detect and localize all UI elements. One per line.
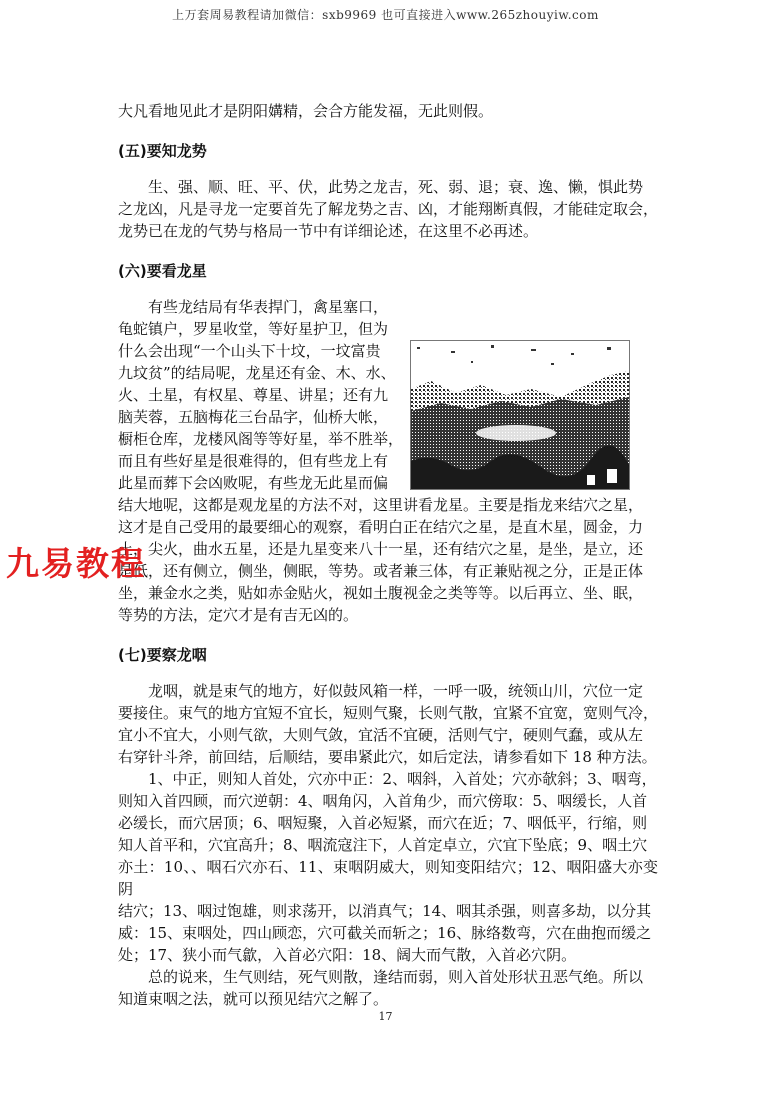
section-7-paragraph-1 bbox=[118, 680, 658, 768]
text-line: 必缓长，而穴居顶；6、咽短聚，入首必短紧，而穴在近；7、咽低平，行缩，则 bbox=[118, 814, 648, 832]
section-5-paragraph bbox=[118, 176, 658, 242]
text-line: 等势的方法，定穴才是有吉无凶的。 bbox=[118, 606, 359, 624]
text-line: 九坟贫”的结局呢，龙星还有金、木、水、 bbox=[118, 364, 396, 382]
text-line: 土，尖火，曲水五星，还是九星变来八十一星，还有结穴之星，是坐，是立，还 bbox=[118, 540, 644, 558]
text-line: 处；17、狭小而气歙，入首必穴阳：18、阔大而气散，入首必穴阴。 bbox=[118, 946, 577, 964]
text-line: 要接住。束气的地方宜短不宜长，短则气聚，长则气散，宜紧不宜宽，宽则气冷， bbox=[118, 704, 659, 722]
text-line: 龟蛇镇户，罗星收堂，等好星护卫，但为 bbox=[118, 320, 389, 338]
section-6-text-full bbox=[118, 494, 658, 626]
text-line: 结穴；13、咽过饱雄，则求荡开，以消真气；14、咽其杀强，则喜多劫，以分其 bbox=[118, 902, 652, 920]
text-line: 橱柜仓库，龙楼风阁等等好星，举不胜举， bbox=[118, 430, 404, 448]
text-line: 1、中正，则知人首处，穴亦中正：2、咽斜，入首处；穴亦欹斜；3、咽弯， bbox=[148, 770, 657, 788]
page-header-banner: 上万套周易教程请加微信：sxb9969 也可直接进入www.265zhouyiw.com bbox=[172, 8, 599, 22]
text-line: 威：15、束咽处，四山顾恋，穴可截关而斩之；16、脉络数弯，穴在曲抱而缓之 bbox=[118, 924, 652, 942]
text-line: 右穿针斗斧，前回结，后顺结，要串紧此穴，如后定法，请参看如下 18 种方法。 bbox=[118, 748, 657, 766]
page-body bbox=[118, 100, 658, 1010]
text-line: 则知入首四顾，而穴逆朝：4、咽角闪，入首角少，而穴傍取：5、咽缓长，人首 bbox=[118, 792, 648, 810]
page-number: 17 bbox=[378, 1010, 393, 1023]
text-line: 此星而葬下会凶败呢，有些龙无此星而偏 bbox=[118, 474, 389, 492]
text-line: 知人首平和，穴宜高升；8、咽流寇注下，人首定卓立，穴宜下坠底；9、咽土穴 bbox=[118, 836, 648, 854]
text-line: 龙咽，就是束气的地方，好似鼓风箱一样，一呼一吸，统领山川，穴位一定 bbox=[148, 682, 644, 700]
section-7-paragraph-3 bbox=[118, 966, 658, 1010]
text-line: 之龙凶，凡是寻龙一定要首先了解龙势之吉、凶，才能翔断真假，才能硅定取会， bbox=[118, 200, 659, 218]
section-6-body bbox=[118, 296, 658, 626]
text-line: 这才是自己受用的最要细心的观察，看明白正在结穴之星，是直木星，圆金，力 bbox=[118, 518, 644, 536]
text-line: 坐，兼金水之类，贴如赤金贴火，视如土腹视金之类等等。以后再立、坐、眠， bbox=[118, 584, 644, 602]
text-line: 龙势已在龙的气势与格局一节中有详细论述，在这里不必再述。 bbox=[118, 222, 539, 240]
intro-paragraph: 大凡看地见此才是阴阳媾精，会合方能发福，无此则假。 bbox=[118, 102, 494, 120]
text-line: 什么会出现“一个山头下十坟，一坟富贵 bbox=[118, 342, 381, 360]
text-line: 是低，还有侧立，侧坐，侧眠，等势。或者兼三体，有正兼贴视之分，正是正体 bbox=[118, 562, 644, 580]
text-line: 结大地呢，这都是观龙星的方法不对，这里讲看龙星。主要是指龙来结穴之星， bbox=[118, 496, 644, 514]
text-line: 脑芙蓉，五脑梅花三台品字，仙桥大帐， bbox=[118, 408, 389, 426]
text-line: 总的说来，生气则结，死气则散，逢结而弱，则入首处形状丑恶气绝。所以 bbox=[148, 968, 644, 986]
text-line: 亦土：10、、咽石穴亦石、11、束咽阴威大，则知变阳结穴；12、咽阳盛大亦变阴 bbox=[118, 858, 658, 898]
text-line: 而且有些好星是很难得的，但有些龙上有 bbox=[118, 452, 389, 470]
text-line: 生、强、顺、旺、平、伏，此势之龙吉，死、弱、退；衰、逸、懒，惧此势 bbox=[148, 178, 644, 196]
text-line: 知道束咽之法，就可以预见结穴之解了。 bbox=[118, 990, 389, 1008]
section-7-heading: (七)要察龙咽 bbox=[118, 646, 207, 664]
landscape-photo bbox=[410, 340, 630, 490]
section-7-paragraph-2 bbox=[118, 768, 658, 966]
text-line: 宜小不宜大，小则气欲，大则气敛，宜活不宜硬，活则气宁，硬则气蠢，或从左 bbox=[118, 726, 644, 744]
text-line: 火、土星，有权星、尊星、讲星；还有九 bbox=[118, 386, 389, 404]
text-line: 有些龙结局有华表捍门，禽星塞口， bbox=[148, 298, 389, 316]
watermark-logo: 九易教程 bbox=[6, 544, 146, 583]
section-5-heading: (五)要知龙势 bbox=[118, 142, 207, 160]
section-6-heading: (六)要看龙星 bbox=[118, 262, 207, 280]
